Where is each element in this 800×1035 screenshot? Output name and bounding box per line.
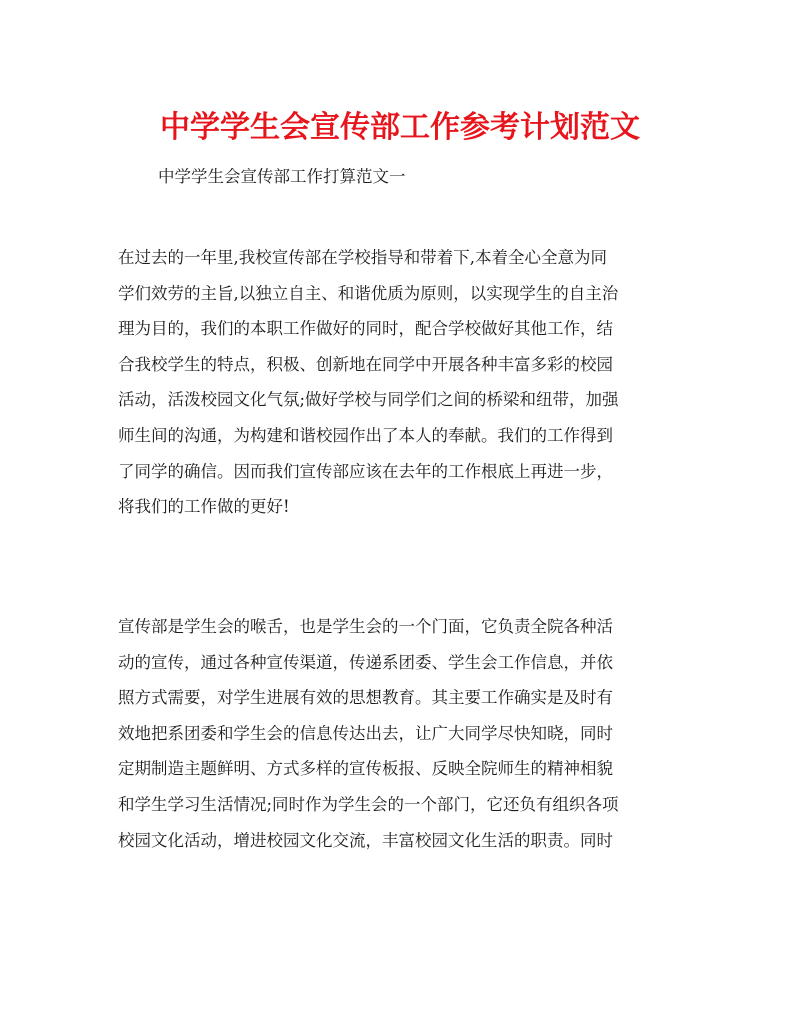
paragraph-2	[118, 609, 698, 858]
document-title: 中学学生会宣传部工作参考计划范文	[160, 110, 640, 145]
paragraph-line: 动的宣传，通过各种宣传渠道，传递系团委、学生会工作信息，并依	[118, 652, 613, 672]
paragraph-line: 效地把系团委和学生会的信息传达出去，让广大同学尽快知晓，同时	[118, 723, 613, 743]
paragraph-line: 校园文化活动，增进校园文化交流，丰富校园文化生活的职责。同时	[118, 830, 613, 850]
paragraph-line: 照方式需要，对学生进展有效的思想教育。其主要工作确实是及时有	[118, 688, 613, 708]
paragraph-line: 和学生学习生活情况;同时作为学生会的一个部门，它还负有组织各项	[118, 794, 619, 814]
paragraph-line: 理为目的，我们的本职工作做好的同时，配合学校做好其他工作，结	[118, 319, 613, 339]
paragraph-line: 活动，活泼校园文化气氛;做好学校与同学们之间的桥梁和纽带，加强	[118, 390, 619, 410]
paragraph-line: 宣传部是学生会的喉舌，也是学生会的一个门面，它负责全院各种活	[118, 617, 613, 636]
paragraph-line: 学们效劳的主旨,以独立自主、和谐优质为原则，以实现学生的自主治	[118, 283, 619, 303]
paragraph-line: 了同学的确信。因而我们宣传部应该在去年的工作根底上再进一步，	[118, 461, 613, 481]
paragraph-line: 师生间的沟通，为构建和谐校园作出了本人的奉献。我们的工作得到	[118, 425, 613, 445]
paragraph-line: 在过去的一年里,我校宣传部在学校指导和带着下,本着全心全意为同	[118, 248, 607, 267]
paragraph-line: 将我们的工作做的更好!	[118, 497, 290, 517]
document-subtitle: 中学学生会宣传部工作打算范文一	[158, 167, 406, 186]
paragraph-1	[118, 240, 698, 525]
paragraph-line: 合我校学生的特点，积极、创新地在同学中开展各种丰富多彩的校园	[118, 354, 613, 374]
paragraph-line: 定期制造主题鲜明、方式多样的宣传板报、反映全院师生的精神相貌	[118, 759, 613, 779]
